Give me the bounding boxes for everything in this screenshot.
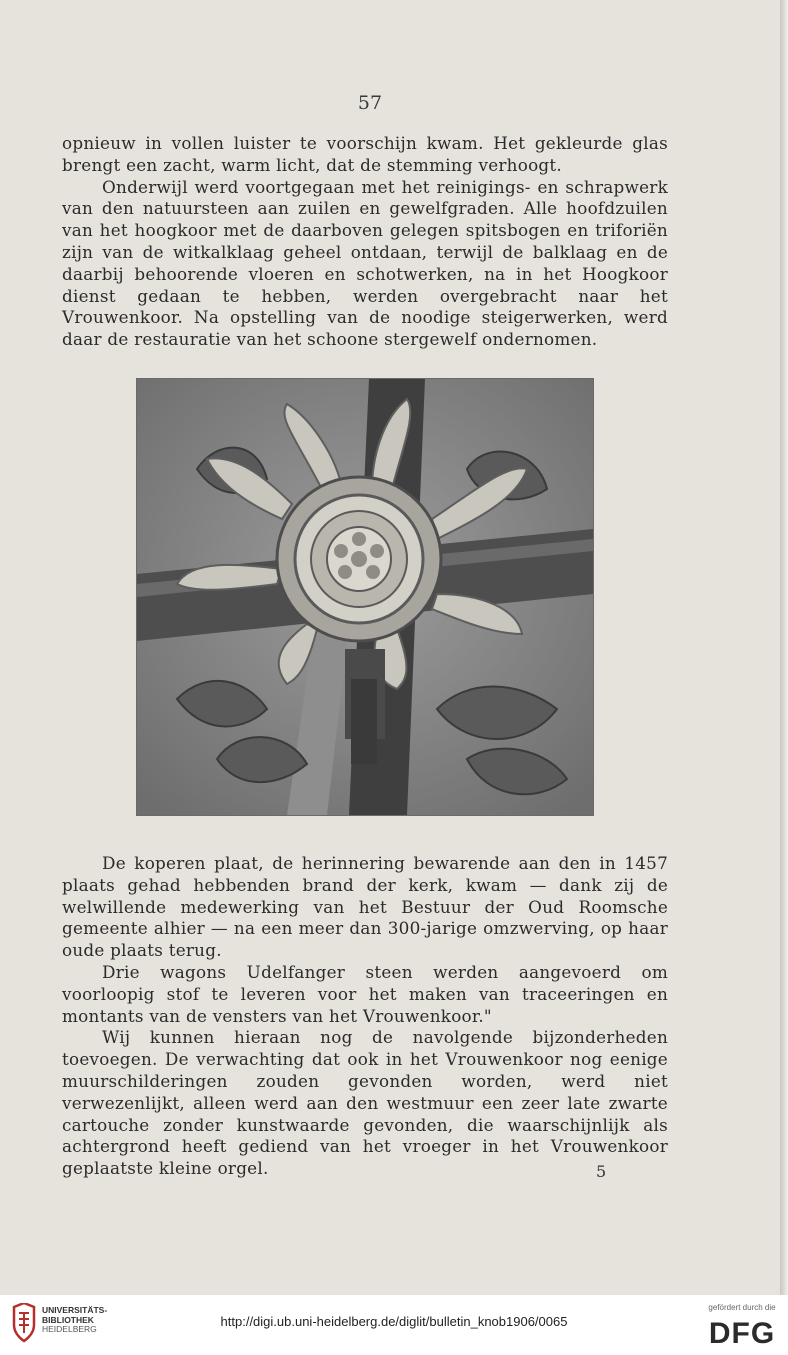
text-block-bottom xyxy=(62,853,668,1180)
signature-mark: 5 xyxy=(596,1162,607,1181)
paragraph: Drie wagons Udelfanger steen werden aangevoerd om voorloopig stof te leveren voor het maken van traceeringen en montants van de vensters van het Vrouwenkoor." xyxy=(62,961,668,1026)
library-line: HEIDELBERG xyxy=(42,1324,97,1334)
paragraph: Onderwijl werd voortgegaan met het reinigings- en schrapwerk van den natuursteen aan zuilen en gewelfgraden. Alle hoofdzuilen van het hoogkoor met de daarboven gelegen spitsbogen en triforiën zijn van de witkalklaag geheel ontdaan, terwijl de balklaag en de daarbij behoorende vloeren en schotwerken, na in het Hoogkoor dienst gedaan te hebben, werden overgebracht naar het Vrouwenkoor. Na opstelling van de noodige steigerwerken, werd daar de restauratie van het schoone stergewelf ondernomen. xyxy=(62,176,668,350)
library-line: BIBLIOTHEK xyxy=(42,1314,94,1325)
dfg-logo: DFG xyxy=(708,1317,776,1350)
paragraph: De koperen plaat, de herinnering bewarende aan den in 1457 plaats gehad hebbenden brand der kerk, kwam — dank zij de welwillende medewerking van het Bestuur der Oud Roomsche gemeente alhier — na een meer dan 300-jarige omzwerving, op haar oude plaats terug. xyxy=(62,853,668,961)
text-block-top xyxy=(62,133,668,351)
paragraph: opnieuw in vollen luister te voorschijn kwam. Het gekleurde glas brengt een zacht, warm licht, dat de stemming verhoogt. xyxy=(62,133,668,175)
source-url-link[interactable]: http://digi.ub.uni-heidelberg.de/diglit/bulletin_knob1906/0065 xyxy=(220,1314,568,1329)
paragraph: Wij kunnen hieraan nog de navolgende bijzonderheden toevoegen. De verwachting dat ook in het Vrouwenkoor nog eenige muurschilderingen zouden gevonden worden, werd niet verwezenlijkt, alleen werd aan den westmuur een zeer late zwarte cartouche zonder kunstwaarde gevonden, die waarschijnlijk als achtergrond heeft gediend van het vroeger in het Vrouwenkoor geplaatste kleine orgel. xyxy=(62,1027,668,1179)
ceiling-boss-photograph xyxy=(136,378,594,816)
funding-caption: gefördert durch die xyxy=(708,1303,776,1312)
page-edge xyxy=(780,0,788,1295)
library-line: UNIVERSITÄTS- xyxy=(42,1305,108,1315)
page-number: 57 xyxy=(357,92,383,114)
